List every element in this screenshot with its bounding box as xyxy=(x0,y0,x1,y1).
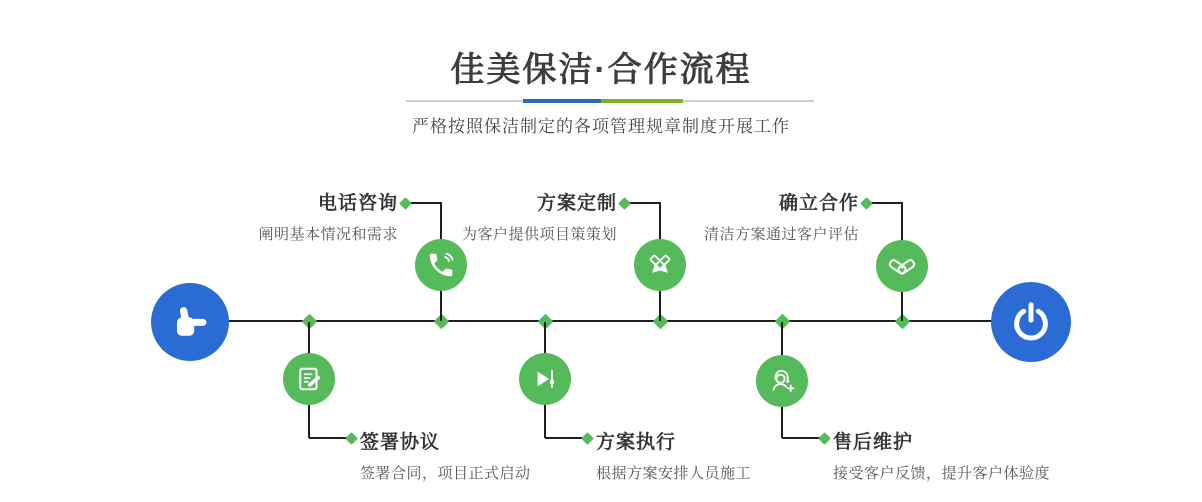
step-title: 售后维护 xyxy=(833,432,914,453)
step-circle-sign-agreement xyxy=(283,353,335,405)
play-execute-icon xyxy=(530,364,560,394)
step-desc: 签署合同，项目正式启动 xyxy=(360,465,531,482)
customer-service-icon xyxy=(767,366,797,396)
step-title: 方案执行 xyxy=(596,432,677,453)
connector-line xyxy=(410,202,441,204)
step-label-plan-design xyxy=(462,188,617,244)
step-label-phone-consult xyxy=(258,188,398,244)
step-title: 电话咨询 xyxy=(317,193,398,214)
label-diamond xyxy=(345,432,358,445)
pointing-hand-icon xyxy=(167,299,213,345)
step-circle-confirm-cooperation xyxy=(876,240,928,292)
divider-blue-segment xyxy=(523,99,601,103)
step-desc: 清洁方案通过客户评估 xyxy=(703,226,859,243)
timeline-start-circle xyxy=(151,283,229,361)
connector-line xyxy=(309,437,347,439)
step-title: 方案定制 xyxy=(536,193,617,214)
step-circle-phone-consult xyxy=(415,239,467,291)
step-title: 确立合作 xyxy=(778,193,859,214)
label-diamond xyxy=(618,197,631,210)
connector-line xyxy=(629,202,660,204)
document-sign-icon xyxy=(294,364,324,394)
timeline-line xyxy=(229,320,992,322)
step-label-plan-execution xyxy=(596,427,751,483)
step-circle-plan-design xyxy=(634,239,686,291)
connector-line xyxy=(782,437,820,439)
step-desc: 为客户提供项目策策划 xyxy=(461,226,617,243)
step-desc: 根据方案安排人员施工 xyxy=(596,465,752,482)
step-desc: 接受客户反馈，提升客户体验度 xyxy=(833,465,1051,482)
crossed-pencils-icon xyxy=(645,250,675,280)
label-diamond xyxy=(860,197,873,210)
page-subtitle: 严格按照保洁制定的各项管理规章制度开展工作 xyxy=(412,117,790,136)
title-divider xyxy=(406,99,814,103)
connector-line xyxy=(545,437,583,439)
phone-icon xyxy=(426,250,456,280)
step-label-after-sales xyxy=(833,427,1050,483)
page-title: 佳美保洁·合作流程 xyxy=(450,51,752,89)
step-label-sign-agreement xyxy=(360,427,531,483)
divider-green-segment xyxy=(601,99,683,103)
step-desc: 阐明基本情况和需求 xyxy=(258,226,398,243)
timeline-end-circle xyxy=(991,282,1071,362)
handshake-icon xyxy=(886,250,918,282)
label-diamond xyxy=(581,432,594,445)
step-title: 签署协议 xyxy=(360,432,441,453)
power-icon xyxy=(1008,299,1054,345)
step-circle-after-sales xyxy=(756,355,808,407)
step-label-confirm-cooperation xyxy=(704,188,859,244)
connector-line xyxy=(871,202,902,204)
step-circle-plan-execution xyxy=(519,353,571,405)
label-diamond xyxy=(818,432,831,445)
label-diamond xyxy=(399,197,412,210)
